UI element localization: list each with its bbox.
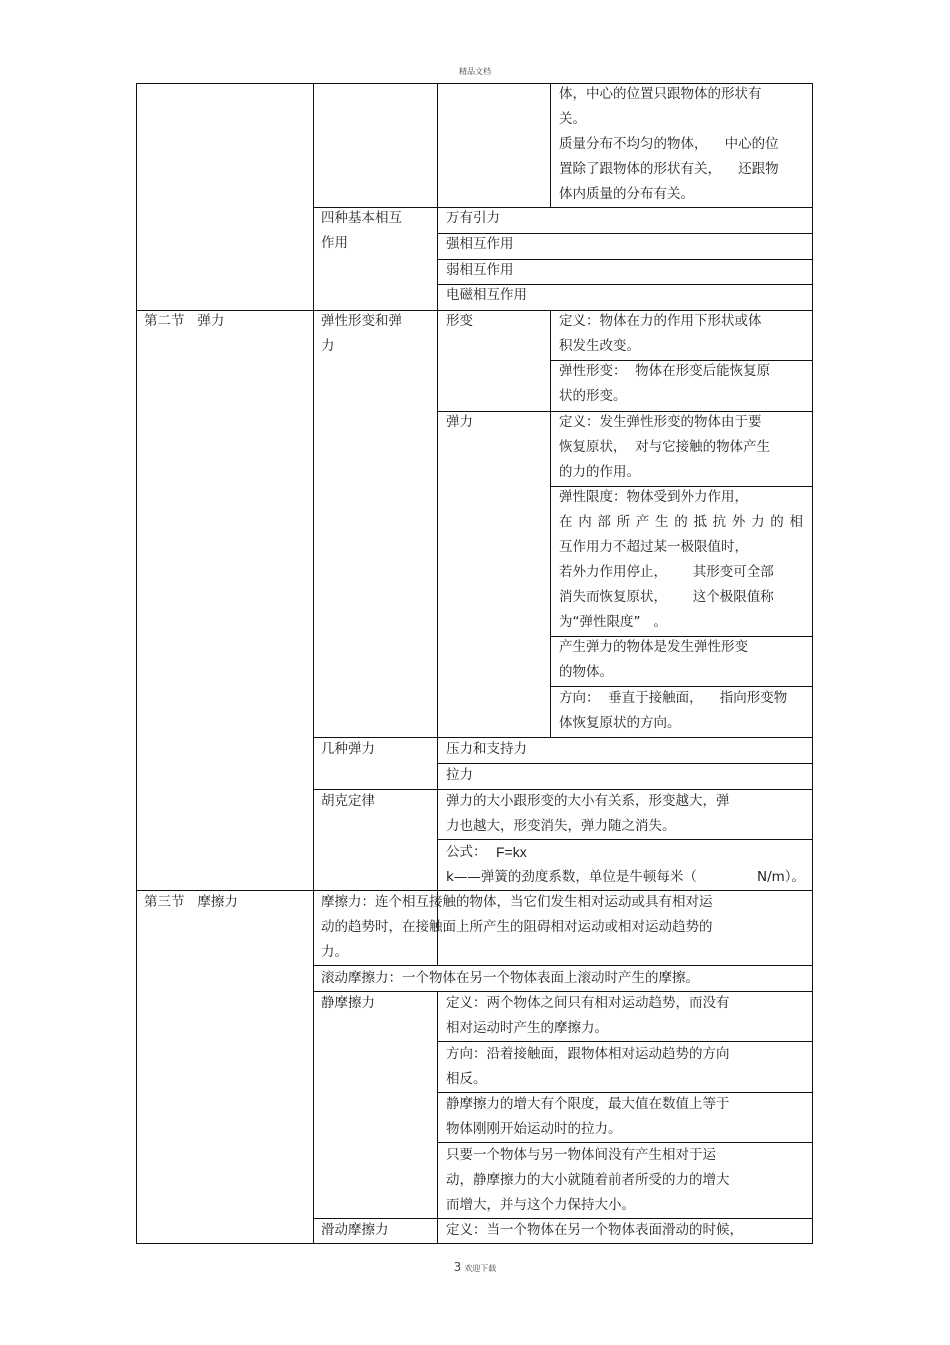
row-divider [313,737,813,738]
interaction-item: 万有引力 [446,210,500,226]
text-line: 物体刚刚开始运动时的拉力。 [446,1121,622,1137]
force-definition [559,410,803,485]
kind-item: 拉力 [446,767,473,783]
page-number: 3 [453,1260,462,1274]
gravity-center-cell [559,82,803,207]
formula-label: 公式： [446,844,487,860]
text-line: 静摩擦力的增大有个限度，最大值在数值上等于 [446,1096,730,1112]
text-line: 定义：物体在力的作用下形状或体 [559,313,762,329]
section-title: 第三节 摩擦力 [144,894,238,910]
static-friction-increase [446,1143,806,1218]
text-line: 若外力作用停止， 其形变可全部 [559,564,774,580]
text-line: 相反。 [446,1071,487,1087]
text-line: 积发生改变。 [559,338,640,354]
text-line: 在内部所产生的抵抗外力的相 [559,514,803,530]
column-divider [550,83,551,207]
text-line: 状的形变。 [559,388,627,404]
spring-constant-text: k——弹簧的劲度系数，单位是牛顿每米（ [446,869,697,885]
text-line: 体内质量的分布有关。 [559,186,694,202]
force-label: 弹力 [446,414,473,430]
text-line: 摩擦力：连个相互接触的物体，当它们发生相对运动或具有相对运 [321,894,713,910]
text-line: 质量分布不均匀的物体， 中心的位 [559,136,779,152]
static-friction-label: 静摩擦力 [321,995,375,1011]
text-line: 方向：沿着接触面，跟物体相对运动趋势的方向 [446,1046,730,1062]
sliding-friction-definition: 定义：当一个物体在另一个物体表面滑动的时候， [446,1222,743,1238]
row-divider [437,763,813,764]
text-line: 而增大，并与这个力保持大小。 [446,1197,635,1213]
text-line: 关。 [559,111,586,127]
hooke-formula: F=kx [496,844,527,860]
text-line: 弹性限度：物体受到外力作用， [559,489,748,505]
text-line: 体，中心的位置只跟物体的形状有 [559,86,762,102]
elastic-limit [559,485,803,635]
text-line: 只要一个物体与另一物体间没有产生相对于运 [446,1147,716,1163]
text-line: 动，静摩擦力的大小就随着前者所受的力的增大 [446,1172,730,1188]
text-line: 置除了跟物体的形状有关， 还跟物 [559,161,779,177]
column-divider [313,83,314,1244]
text-line: 相对运动时产生的摩擦力。 [446,1020,608,1036]
interaction-item: 弱相互作用 [446,262,514,278]
interactions-label [321,206,433,256]
hooke-description [446,789,806,839]
text-line: 作用 [321,235,348,251]
text-line: 方向： 垂直于接触面， 指向形变物 [559,690,788,706]
force-source [559,635,803,685]
text-line: 定义：发生弹性形变的物体由于要 [559,414,762,430]
text-line: 互作用力不超过某一极限值时， [559,539,748,555]
deform-definition [559,309,803,359]
page-footer [0,1260,950,1274]
force-direction [559,686,803,736]
text-line: 力也越大，形变消失，弹力随之消失。 [446,818,676,834]
footer-text: 欢迎下载 [464,1264,497,1273]
kind-item: 压力和支持力 [446,741,527,757]
text-line: 力。 [321,944,348,960]
text-line: 体恢复原状的方向。 [559,715,681,731]
text-line: 恢复原状， 对与它接触的物体产生 [559,439,771,455]
text-line: 产生弹力的物体是发生弹性形变 [559,639,748,655]
sliding-friction-label: 滑动摩擦力 [321,1222,389,1238]
static-friction-max [446,1092,806,1142]
text-line: 弹性形变： 物体在形变后能恢复原 [559,363,771,379]
interaction-item: 电磁相互作用 [446,287,527,303]
page-header: 精品文档 [459,67,491,76]
column-divider [550,310,551,737]
static-friction-direction [446,1042,806,1092]
section-title: 第二节 弹力 [144,313,225,329]
elastic-deform-definition [559,359,803,409]
row-divider [437,839,813,840]
deform-label: 形变 [446,313,473,329]
column-divider [437,83,438,965]
text-line: 的力的作用。 [559,464,640,480]
text-line: 消失而恢复原状， 这个极限值称 [559,589,774,605]
text-line: 四种基本相互 [321,210,402,226]
interaction-item: 强相互作用 [446,236,514,252]
column-divider [437,991,438,1244]
text-line: 弹力的大小跟形变的大小有关系，形变越大，弹 [446,793,730,809]
kinds-label: 几种弹力 [321,741,375,757]
hooke-label: 胡克定律 [321,793,375,809]
static-friction-definition [446,991,806,1041]
text-line: 为“弹性限度” 。 [559,614,667,630]
text-line: 弹性形变和弹 [321,313,402,329]
text-line: 的物体。 [559,664,613,680]
text-line: 动的趋势时，在接触面上所产生的阻碍相对运动或相对运动趋势的 [321,919,713,935]
rolling-friction: 滚动摩擦力：一个物体在另一个物体表面上滚动时产生的摩擦。 [321,970,699,986]
elastic-label [321,309,433,359]
spring-constant-unit: N/m）。 [757,869,806,885]
text-line: 力 [321,338,335,354]
friction-definition [321,890,806,965]
text-line: 定义：两个物体之间只有相对运动趋势，而没有 [446,995,730,1011]
